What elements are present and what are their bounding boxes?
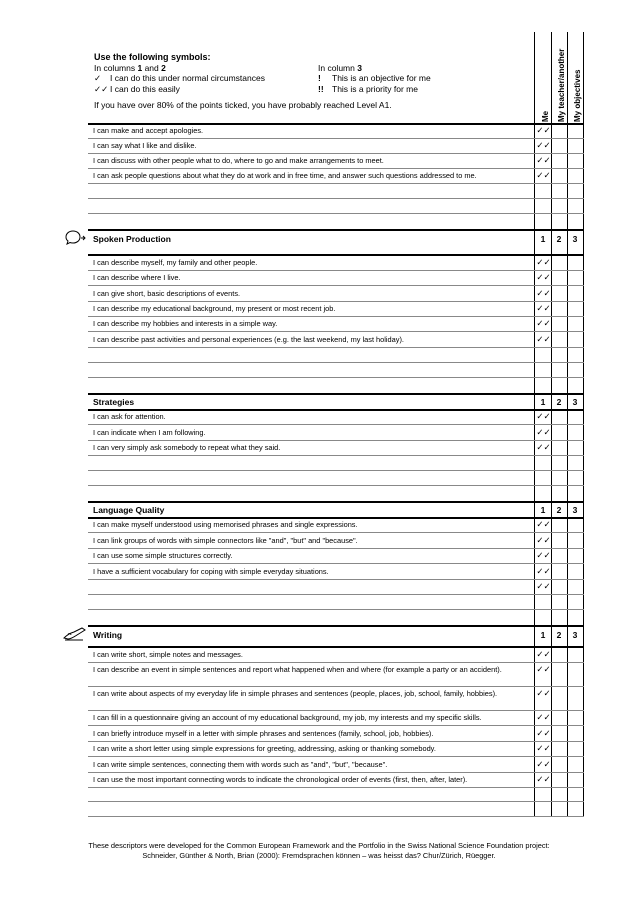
descriptor: I can describe my educational background, my present or most recent job.: [93, 304, 336, 313]
rule: [88, 625, 584, 627]
rule: [88, 270, 584, 271]
double-check-icon: ✓✓: [536, 442, 551, 452]
rule: [88, 579, 584, 580]
column-number: 1: [540, 234, 546, 244]
descriptor: I can ask people questions about what they do at work and in free time, and answer such questions addressed to me.: [93, 171, 477, 180]
legend-col12: In columns 1 and 2: [94, 62, 166, 73]
descriptor: I can indicate when I am following.: [93, 428, 206, 437]
descriptor: I can give short, basic descriptions of events.: [93, 289, 241, 298]
descriptor: I can very simply ask somebody to repeat what they said.: [93, 443, 281, 452]
descriptor: I can make myself understood using memorised phrases and single expressions.: [93, 520, 358, 529]
rule: [88, 301, 584, 302]
double-check-icon: ✓✓: [536, 303, 551, 313]
rule: [88, 213, 584, 214]
descriptor: I can write simple sentences, connecting them with words such as "and", "but", "because".: [93, 760, 388, 769]
column-header-me: Me: [541, 110, 550, 122]
rule: [88, 198, 584, 199]
legend-title: Use the following symbols:: [94, 52, 211, 62]
rule: [88, 772, 584, 773]
footer-line: Schneider, Günther & North, Brian (2000): Fremdsprachen können – was heisst das? Chur/Zürich, Rüegger.: [142, 851, 496, 860]
descriptor: I can discuss with other people what to do, where to go and make arrangements to meet.: [93, 156, 384, 165]
rule: [88, 787, 584, 788]
column-number: 2: [556, 505, 562, 515]
column-number: 1: [540, 397, 546, 407]
rule: [88, 362, 584, 363]
rule: [88, 138, 584, 139]
rule: [88, 123, 584, 125]
rule: [88, 153, 584, 154]
rule: [88, 377, 584, 378]
double-check-icon: ✓✓: [536, 743, 551, 753]
column-number: 2: [556, 234, 562, 244]
rule: [88, 347, 584, 348]
descriptor: I can describe my hobbies and interests in a simple way.: [93, 319, 278, 328]
double-check-icon: ✓✓: [536, 519, 551, 529]
legend-row-double: ✓✓ I can do this easily !! This is a priority for me: [94, 83, 418, 94]
rule: [88, 168, 584, 169]
descriptor: I can ask for attention.: [93, 412, 166, 421]
rule: [88, 440, 584, 441]
descriptor: I have a sufficient vocabulary for coping with simple everyday situations.: [93, 567, 329, 576]
rule: [88, 686, 584, 687]
double-check-icon: ✓✓: [536, 427, 551, 437]
rule: [88, 409, 584, 411]
rule: [88, 316, 584, 317]
writing-hand-icon: [62, 624, 88, 647]
rule: [88, 646, 584, 648]
descriptor: I can describe an event in simple sentences and report what happened when and where (for example a party or an accident).: [93, 665, 502, 674]
legend-columns-row: [94, 63, 534, 74]
descriptor: I can make and accept apologies.: [93, 126, 204, 135]
double-check-icon: ✓✓: [536, 774, 551, 784]
double-exclamation-icon: !!: [318, 83, 324, 94]
section-title-writing: Writing: [93, 630, 123, 640]
rule: [88, 455, 584, 456]
descriptor: I can describe myself, my family and other people.: [93, 258, 258, 267]
double-check-icon: ✓✓: [536, 318, 551, 328]
column-number: 3: [572, 234, 578, 244]
descriptor: I can say what I like and dislike.: [93, 141, 197, 150]
footer-citation: [0, 841, 638, 861]
rule: [88, 741, 584, 742]
rule: [88, 532, 584, 533]
rule: [88, 393, 584, 395]
legend: [94, 52, 534, 111]
rule: [88, 501, 584, 503]
column-number: 1: [540, 505, 546, 515]
section-title-strategies: Strategies: [93, 397, 135, 407]
double-check-icon: ✓✓: [536, 566, 551, 576]
descriptor: I can briefly introduce myself in a letter with simple phrases and sentences (family, school, job, hobbies).: [93, 729, 434, 738]
rule: [88, 485, 584, 486]
section-title-language-quality: Language Quality: [93, 505, 165, 515]
double-check-icon: ✓✓: [536, 664, 551, 674]
exclamation-icon: !: [318, 73, 321, 83]
rule: [88, 609, 584, 610]
double-check-icon: ✓✓: [536, 728, 551, 738]
legend-row-single: ✓ I can do this under normal circumstances ! This is an objective for me: [94, 73, 431, 83]
rule: [88, 725, 584, 726]
double-check-icon: ✓✓: [536, 155, 551, 165]
rule: [88, 183, 584, 184]
double-check-icon: ✓✓: [94, 83, 109, 94]
descriptor: I can describe past activities and personal experiences (e.g. the last weekend, my last holiday).: [93, 335, 404, 344]
rule: [88, 470, 584, 471]
descriptor: I can link groups of words with simple connectors like "and", "but" and "because".: [93, 536, 358, 545]
footer-line: These descriptors were developed for the Common European Framework and the Portfolio in the Swiss National Science Foundation project:: [88, 841, 550, 850]
rule: [88, 548, 584, 549]
descriptor: I can fill in a questionnaire giving an account of my educational background, my job, my interests and my specific skills.: [93, 713, 482, 722]
check-icon: ✓: [94, 73, 102, 83]
rule: [88, 424, 584, 425]
section-title-spoken-production: Spoken Production: [93, 234, 171, 244]
rule: [88, 285, 584, 286]
double-check-icon: ✓✓: [536, 649, 551, 659]
double-check-icon: ✓✓: [536, 140, 551, 150]
descriptor: I can use the most important connecting words to indicate the chronological order of events (first, then, after, later).: [93, 775, 468, 784]
column-header-teacher: My teacher/another: [557, 48, 566, 122]
legend-note: If you have over 80% of the points ticked, you have probably reached Level A1.: [94, 100, 392, 110]
descriptor: I can use some simple structures correctly.: [93, 551, 233, 560]
rule: [88, 756, 584, 757]
descriptor: I can write a short letter using simple expressions for greeting, addressing, asking or thanking somebody.: [93, 744, 436, 753]
column-number: 3: [572, 630, 578, 640]
double-check-icon: ✓✓: [536, 125, 551, 135]
double-check-icon: ✓✓: [536, 712, 551, 722]
rule: [88, 662, 584, 663]
double-check-icon: ✓✓: [536, 688, 551, 698]
column-number: 2: [556, 630, 562, 640]
legend-col3: In column 3: [318, 62, 362, 73]
double-check-icon: ✓✓: [536, 535, 551, 545]
rule: [88, 710, 584, 711]
descriptor: I can write about aspects of my everyday life in simple phrases and sentences (people, places, job, school, family, hobbies).: [93, 689, 498, 698]
double-check-icon: ✓✓: [536, 288, 551, 298]
double-check-icon: ✓✓: [536, 334, 551, 344]
rule: [88, 229, 584, 231]
double-check-icon: ✓✓: [536, 550, 551, 560]
column-header-objectives: My objectives: [573, 69, 582, 122]
double-check-icon: ✓✓: [536, 759, 551, 769]
rule: [88, 816, 584, 817]
double-check-icon: ✓✓: [536, 257, 551, 267]
rule: [88, 517, 584, 519]
column-number: 1: [540, 630, 546, 640]
rule: [88, 254, 584, 256]
double-check-icon: ✓✓: [536, 272, 551, 282]
column-number: 2: [556, 397, 562, 407]
speech-bubble-icon: [64, 229, 88, 254]
double-check-icon: ✓✓: [536, 170, 551, 180]
rule: [88, 594, 584, 595]
descriptor: I can describe where I live.: [93, 273, 181, 282]
column-number: 3: [572, 397, 578, 407]
column-number: 3: [572, 505, 578, 515]
rule: [88, 563, 584, 564]
rule: [88, 801, 584, 802]
double-check-icon: ✓✓: [536, 581, 551, 591]
double-check-icon: ✓✓: [536, 411, 551, 421]
descriptor: I can write short, simple notes and messages.: [93, 650, 243, 659]
rule: [88, 331, 584, 332]
